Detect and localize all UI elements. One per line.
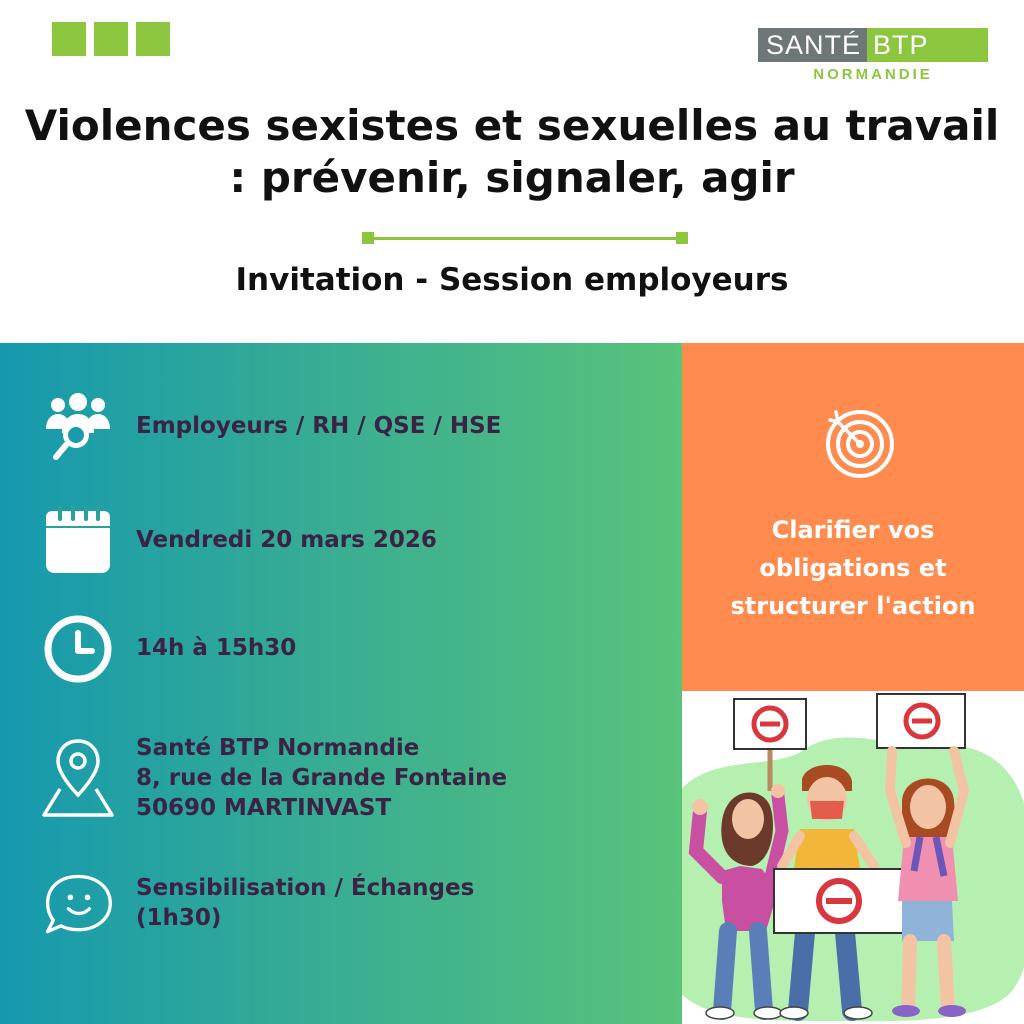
logo-sante: SANTÉ (758, 28, 867, 62)
header (0, 0, 1024, 343)
location-line-2: 8, rue de la Grande Fontaine (136, 765, 508, 791)
event-details-panel (0, 343, 682, 1024)
target-icon (820, 400, 900, 480)
square-2 (94, 22, 128, 56)
audience-text: Employeurs / RH / QSE / HSE (136, 413, 502, 439)
date-text: Vendredi 20 mars 2026 (136, 527, 437, 553)
audience-row (0, 389, 682, 469)
illustration-panel (682, 691, 1024, 1024)
logo-btp: BTP (867, 28, 988, 62)
decorative-squares (52, 22, 170, 56)
date-row (0, 503, 682, 583)
location-row (0, 723, 682, 833)
goal-line-3: structurer l'action (730, 592, 976, 620)
people-search-icon (40, 389, 116, 465)
location-text (136, 733, 507, 823)
time-row (0, 611, 682, 691)
protest-illustration (682, 691, 1024, 1024)
location-line-1: Santé BTP Normandie (136, 735, 420, 761)
format-row (0, 863, 682, 963)
title-divider (362, 232, 688, 244)
page-title: Violences sexistes et sexuelles au travail : prévenir, signaler, agir (24, 101, 1000, 202)
square-3 (136, 22, 170, 56)
sante-btp-logo (758, 28, 988, 83)
map-pin-icon (40, 735, 116, 821)
goal-line-1: Clarifier vos (771, 516, 935, 544)
calendar-icon (40, 503, 116, 579)
logo-region: NORMANDIE (813, 66, 933, 83)
goal-text (682, 511, 1024, 625)
clock-icon (40, 611, 116, 687)
chat-bubble-icon (40, 867, 116, 943)
time-text: 14h à 15h30 (136, 635, 297, 661)
page-subtitle: Invitation - Session employeurs (235, 262, 789, 298)
logo-wordmark (758, 28, 988, 62)
goal-panel (682, 343, 1024, 691)
divider-line (368, 237, 682, 240)
divider-dot-left (362, 232, 374, 244)
location-line-3: 50690 MARTINVAST (136, 795, 392, 821)
square-1 (52, 22, 86, 56)
divider-dot-right (676, 232, 688, 244)
format-text (136, 873, 474, 933)
goal-line-2: obligations et (759, 554, 947, 582)
format-line-2: (1h30) (136, 905, 222, 931)
format-line-1: Sensibilisation / Échanges (136, 875, 475, 901)
